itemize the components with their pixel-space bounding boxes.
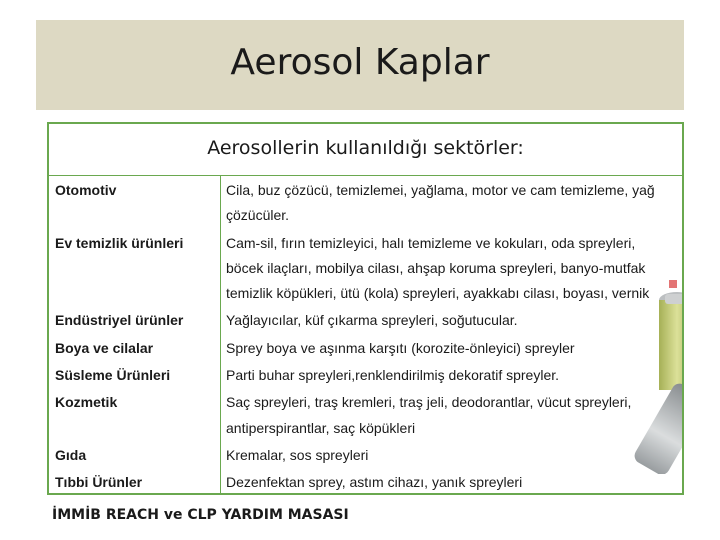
sector-label: Tıbbi Ürünler	[55, 474, 143, 491]
sector-uses: Kremalar, sos spreyleri	[226, 446, 369, 463]
footer-text: İMMİB REACH ve CLP YARDIM MASASI	[52, 507, 349, 523]
table-row	[49, 176, 682, 229]
sector-label: Otomotiv	[55, 182, 117, 198]
table-row	[49, 361, 682, 388]
sector-uses: Parti buhar spreyleri,renklendirilmiş dekoratif spreyler.	[226, 367, 560, 384]
sector-uses: Dezenfektan sprey, astım cihazı, yanık spreyleri	[226, 474, 523, 491]
table-heading: Aerosollerin kullanıldığı sektörler:	[207, 137, 524, 159]
sector-label: Endüstriyel ürünler	[55, 312, 184, 329]
sector-uses: Sprey boya ve aşınma karşıtı (korozite-önleyici) spreyler	[226, 339, 575, 356]
table-row	[49, 441, 682, 468]
table-row	[49, 306, 682, 333]
sector-label: Süsleme Ürünleri	[55, 367, 171, 384]
table-row	[49, 229, 682, 307]
sector-uses: Yağlayıcılar, küf çıkarma spreyleri, soğutucular.	[226, 312, 518, 329]
sector-label: Kozmetik	[55, 394, 118, 411]
sector-uses: Cila, buz çözücü, temizlemei, yağlama, motor ve cam temizleme, yağ çözücüler.	[226, 182, 655, 224]
table-row	[49, 468, 682, 495]
sector-uses: Cam-sil, fırın temizleyici, halı temizleme ve kokuları, oda spreyleri, böcek ilaçları, mobilya cilası, ahşap koruma spreyleri, banyo-mutfak temizlik köpükleri, ütü (kola) spreyleri, ayakkabı cilası, boyası, vernik	[226, 234, 650, 302]
title-band	[36, 20, 684, 110]
sectors-table	[47, 122, 684, 495]
sector-label: Gıda	[55, 446, 87, 463]
sector-uses: Saç spreyleri, traş kremleri, traş jeli, deodorantlar, vücut spreyleri, antiperspirantlar, saç köpükleri	[226, 394, 632, 436]
table-row	[49, 334, 682, 361]
table-header	[49, 124, 682, 176]
table-row	[49, 388, 682, 441]
table-rows	[49, 176, 682, 495]
sector-label: Ev temizlik ürünleri	[55, 234, 184, 251]
sector-label: Boya ve cilalar	[55, 339, 154, 356]
slide-title: Aerosol Kaplar	[230, 42, 490, 83]
